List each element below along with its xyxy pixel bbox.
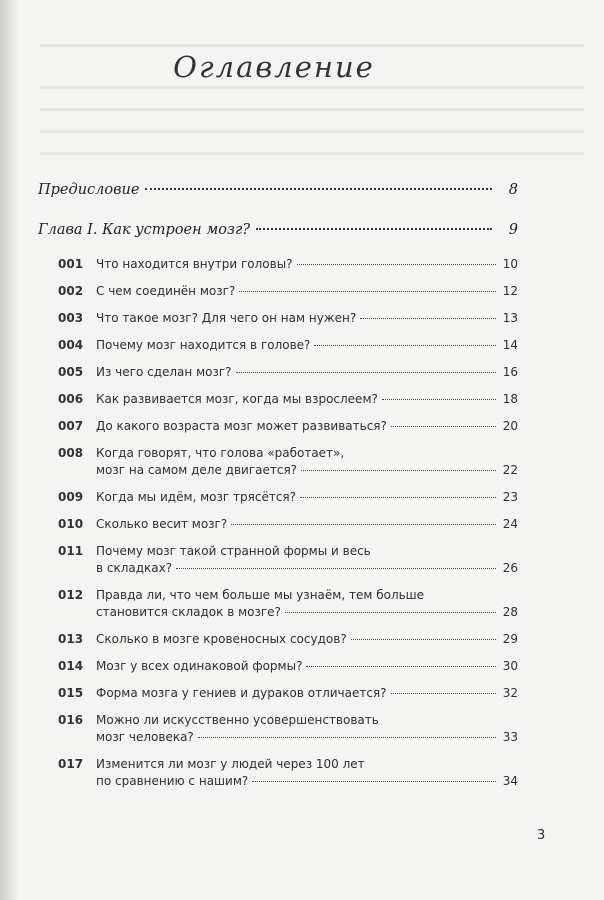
toc-entry[interactable] [58, 685, 518, 702]
entry-title: Как развивается мозг, когда мы взрослеем? [96, 392, 378, 406]
bleed-through-line [40, 86, 584, 89]
toc-entry[interactable] [58, 391, 518, 408]
chapter-title: Глава I. Как устроен мозг? [38, 222, 251, 238]
chapter-row[interactable] [38, 222, 518, 248]
dot-leader [236, 372, 496, 373]
entry-number: 008 [58, 446, 84, 460]
entry-number: 005 [58, 365, 84, 379]
entry-title: по сравнению с нашим? [96, 774, 249, 788]
entry-number: 011 [58, 544, 84, 558]
toc-entry[interactable] [58, 364, 518, 381]
entry-title: становится складок в мозге? [96, 605, 281, 619]
entry-number: 015 [58, 686, 84, 700]
entry-body [96, 756, 518, 790]
toc-entry[interactable] [58, 418, 518, 435]
toc-entry[interactable] [58, 756, 518, 790]
entry-page: 30 [502, 659, 518, 673]
entry-body [96, 364, 518, 381]
entry-body [96, 283, 518, 300]
entry-title: Мозг у всех одинаковой формы? [96, 659, 303, 673]
toc-entry[interactable] [58, 445, 518, 479]
entry-page: 22 [502, 463, 518, 477]
entry-page: 12 [502, 284, 518, 298]
bleed-through-line [40, 108, 584, 111]
preface-title: Предисловие [38, 182, 140, 198]
bleed-through-line [40, 152, 584, 155]
dot-leader [176, 568, 496, 569]
entry-body [96, 337, 518, 354]
dot-leader [391, 426, 496, 427]
entry-body [96, 658, 518, 675]
entry-page: 13 [502, 311, 518, 325]
preface-row[interactable] [38, 182, 518, 208]
entry-number: 017 [58, 757, 84, 771]
entry-body [96, 310, 518, 327]
entry-page: 29 [502, 632, 518, 646]
dot-leader [314, 345, 496, 346]
entry-body [96, 489, 518, 506]
toc-entry[interactable] [58, 337, 518, 354]
page-number: 3 [537, 828, 546, 843]
entry-title: Сколько в мозге кровеносных сосудов? [96, 632, 347, 646]
table-of-contents [38, 182, 518, 800]
entry-number: 004 [58, 338, 84, 352]
entry-number: 002 [58, 284, 84, 298]
entry-page: 33 [502, 730, 518, 744]
entry-page: 18 [502, 392, 518, 406]
chapter-page: 9 [508, 222, 518, 238]
entry-page: 20 [502, 419, 518, 433]
entry-number: 013 [58, 632, 84, 646]
entry-title: Почему мозг находится в голове? [96, 338, 311, 352]
dot-leader [256, 228, 492, 230]
toc-entry[interactable] [58, 283, 518, 300]
entry-page: 26 [502, 561, 518, 575]
entry-number: 003 [58, 311, 84, 325]
entry-number: 012 [58, 588, 84, 602]
entry-body [96, 685, 518, 702]
toc-entry[interactable] [58, 631, 518, 648]
toc-entry[interactable] [58, 712, 518, 746]
entry-title: С чем соединён мозг? [96, 284, 236, 298]
entry-page: 32 [502, 686, 518, 700]
entry-title: мозг на самом деле двигается? [96, 463, 298, 477]
entry-number: 016 [58, 713, 84, 727]
entry-title-first-line: Изменится ли мозг у людей через 100 лет [96, 757, 365, 771]
entry-number: 010 [58, 517, 84, 531]
dot-leader [297, 264, 496, 265]
bleed-through-line [40, 44, 584, 47]
entry-page: 24 [502, 517, 518, 531]
toc-entry[interactable] [58, 543, 518, 577]
toc-entry[interactable] [58, 489, 518, 506]
dot-leader [301, 470, 496, 471]
preface-page: 8 [508, 182, 518, 198]
entry-title: Что находится внутри головы? [96, 257, 293, 271]
dot-leader [382, 399, 496, 400]
entry-number: 001 [58, 257, 84, 271]
page-gutter-shadow [0, 0, 18, 900]
entry-number: 014 [58, 659, 84, 673]
entry-title: Из чего сделан мозг? [96, 365, 232, 379]
entry-title: в складках? [96, 561, 173, 575]
dot-leader [351, 639, 496, 640]
entry-title: Когда мы идём, мозг трясётся? [96, 490, 297, 504]
entry-body [96, 391, 518, 408]
entry-title-first-line: Правда ли, что чем больше мы узнаём, тем больше [96, 588, 425, 602]
toc-entry[interactable] [58, 256, 518, 273]
entry-page: 10 [502, 257, 518, 271]
entry-title: мозг человека? [96, 730, 194, 744]
toc-entry[interactable] [58, 516, 518, 533]
entry-title: Сколько весит мозг? [96, 517, 228, 531]
entry-body [96, 418, 518, 435]
entry-body [96, 712, 518, 746]
entry-title: До какого возраста мозг может развиваться? [96, 419, 387, 433]
entry-list [58, 256, 518, 790]
dot-leader [306, 666, 496, 667]
entry-page: 16 [502, 365, 518, 379]
dot-leader [252, 781, 496, 782]
toc-entry[interactable] [58, 310, 518, 327]
entry-body [96, 445, 518, 479]
dot-leader [360, 318, 496, 319]
entry-page: 34 [502, 774, 518, 788]
dot-leader [145, 188, 492, 190]
dot-leader [285, 612, 496, 613]
dot-leader [300, 497, 496, 498]
entry-page: 28 [502, 605, 518, 619]
entry-body [96, 587, 518, 621]
entry-page: 23 [502, 490, 518, 504]
entry-body [96, 516, 518, 533]
toc-entry[interactable] [58, 587, 518, 621]
entry-number: 007 [58, 419, 84, 433]
entry-number: 009 [58, 490, 84, 504]
entry-title: Форма мозга у гениев и дураков отличается? [96, 686, 387, 700]
entry-body [96, 631, 518, 648]
entry-body [96, 256, 518, 273]
entry-body [96, 543, 518, 577]
entry-title: Что такое мозг? Для чего он нам нужен? [96, 311, 357, 325]
entry-title-first-line: Когда говорят, что голова «работает», [96, 446, 345, 460]
entry-page: 14 [502, 338, 518, 352]
dot-leader [198, 737, 496, 738]
toc-entry[interactable] [58, 658, 518, 675]
bleed-through-line [40, 130, 584, 133]
entry-title-first-line: Можно ли искусственно усовершенствовать [96, 713, 379, 727]
dot-leader [231, 524, 496, 525]
dot-leader [391, 693, 496, 694]
entry-number: 006 [58, 392, 84, 406]
dot-leader [239, 291, 496, 292]
entry-title-first-line: Почему мозг такой странной формы и весь [96, 544, 371, 558]
page-title: Оглавление [173, 50, 375, 84]
